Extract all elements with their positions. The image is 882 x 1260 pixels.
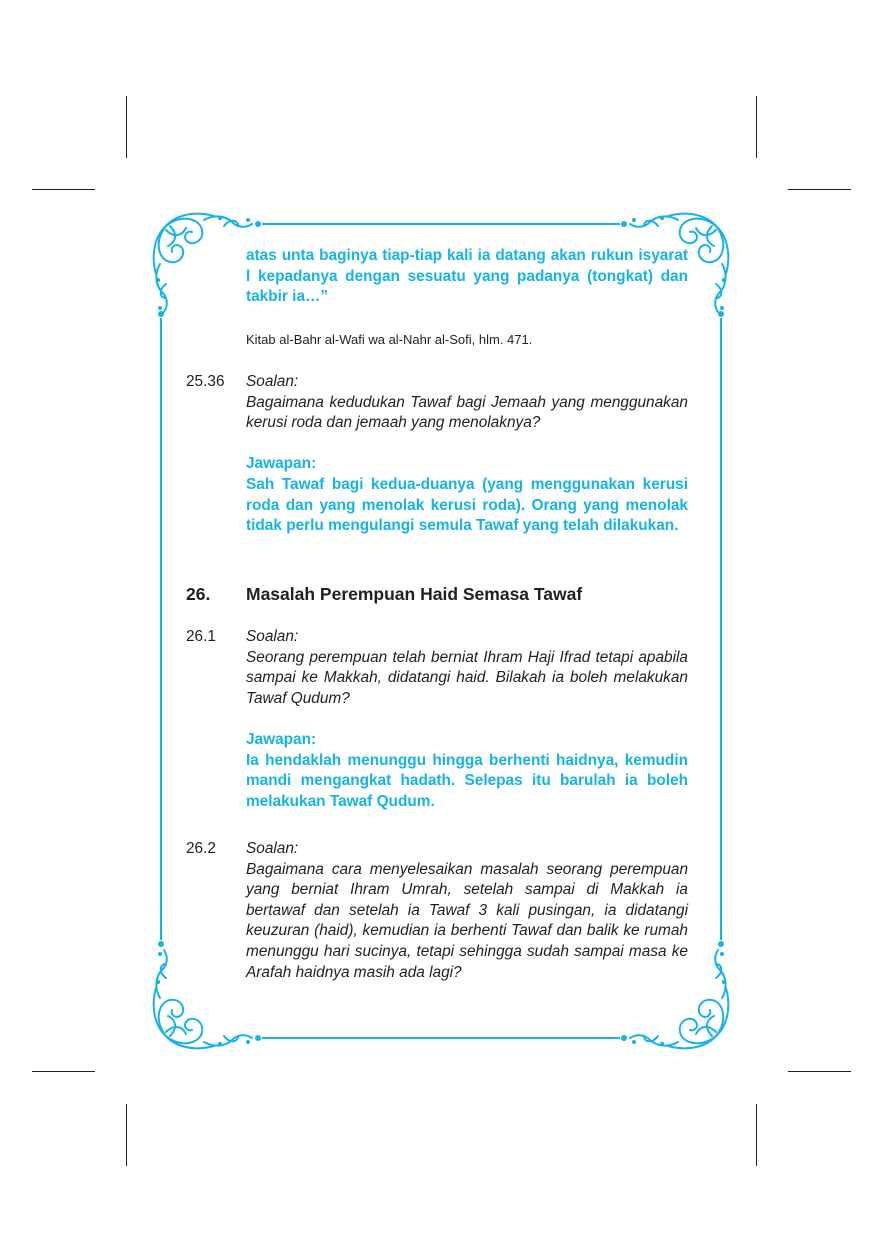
- section-title: Masalah Perempuan Haid Semasa Tawaf: [246, 584, 583, 604]
- question-text: Seorang perempuan telah berniat Ihram Haji Ifrad tetapi apabila sampai ke Makkah, didatangi haid. Bilakah ia boleh melakukan Tawaf Qudum?: [246, 648, 688, 707]
- answer-text: Ia hendaklah menunggu hingga berhenti haidnya, kemudin mandi mengangkat hadath. Selepas itu barulah ia boleh melakukan Tawaf Qudum.: [246, 751, 688, 810]
- question-number: 26.1: [186, 628, 216, 645]
- question-number: 25.36: [186, 373, 225, 390]
- question-text: Bagaimana cara menyelesaikan masalah seorang perempuan yang berniat Ihram Umrah, setelah sampai di Makkah ia bertawaf dan setelah ia Tawaf 3 kali pusingan, ia didatangi keuzuran (haid), kemudian ia berhenti Tawaf dan balik ke rumah menunggu hari sucinya, tetapi sehingga sudah sampai masa ke Arafah haidnya masih ada lagi?: [246, 860, 688, 981]
- question-text: Bagaimana kedudukan Tawaf bagi Jemaah yang menggunakan kerusi roda dan jemaah yang menolaknya?: [246, 393, 688, 432]
- quote-continuation: atas unta baginya tiap-tiap kali ia datang akan rukun isyarat l kepadanya dengan sesuatu yang padanya (tongkat) dan takbir ia…”: [246, 247, 688, 306]
- answer-text: Sah Tawaf bagi kedua-duanya (yang menggunakan kerusi roda dan yang menolak kerusi roda). Orang yang menolak tidak perlu mengulangi semula Tawaf yang telah dilakukan.: [246, 475, 688, 535]
- question-number: 26.2: [186, 840, 216, 857]
- answer-label: Jawapan:: [246, 455, 317, 473]
- question-label: Soalan:: [246, 628, 299, 645]
- question-label: Soalan:: [246, 373, 299, 390]
- answer-label: Jawapan:: [246, 730, 317, 748]
- section-number: 26.: [186, 584, 211, 604]
- reference-citation: Kitab al-Bahr al-Wafi wa al-Nahr al-Sofi, hlm. 471.: [246, 332, 533, 347]
- question-label: Soalan:: [246, 840, 299, 857]
